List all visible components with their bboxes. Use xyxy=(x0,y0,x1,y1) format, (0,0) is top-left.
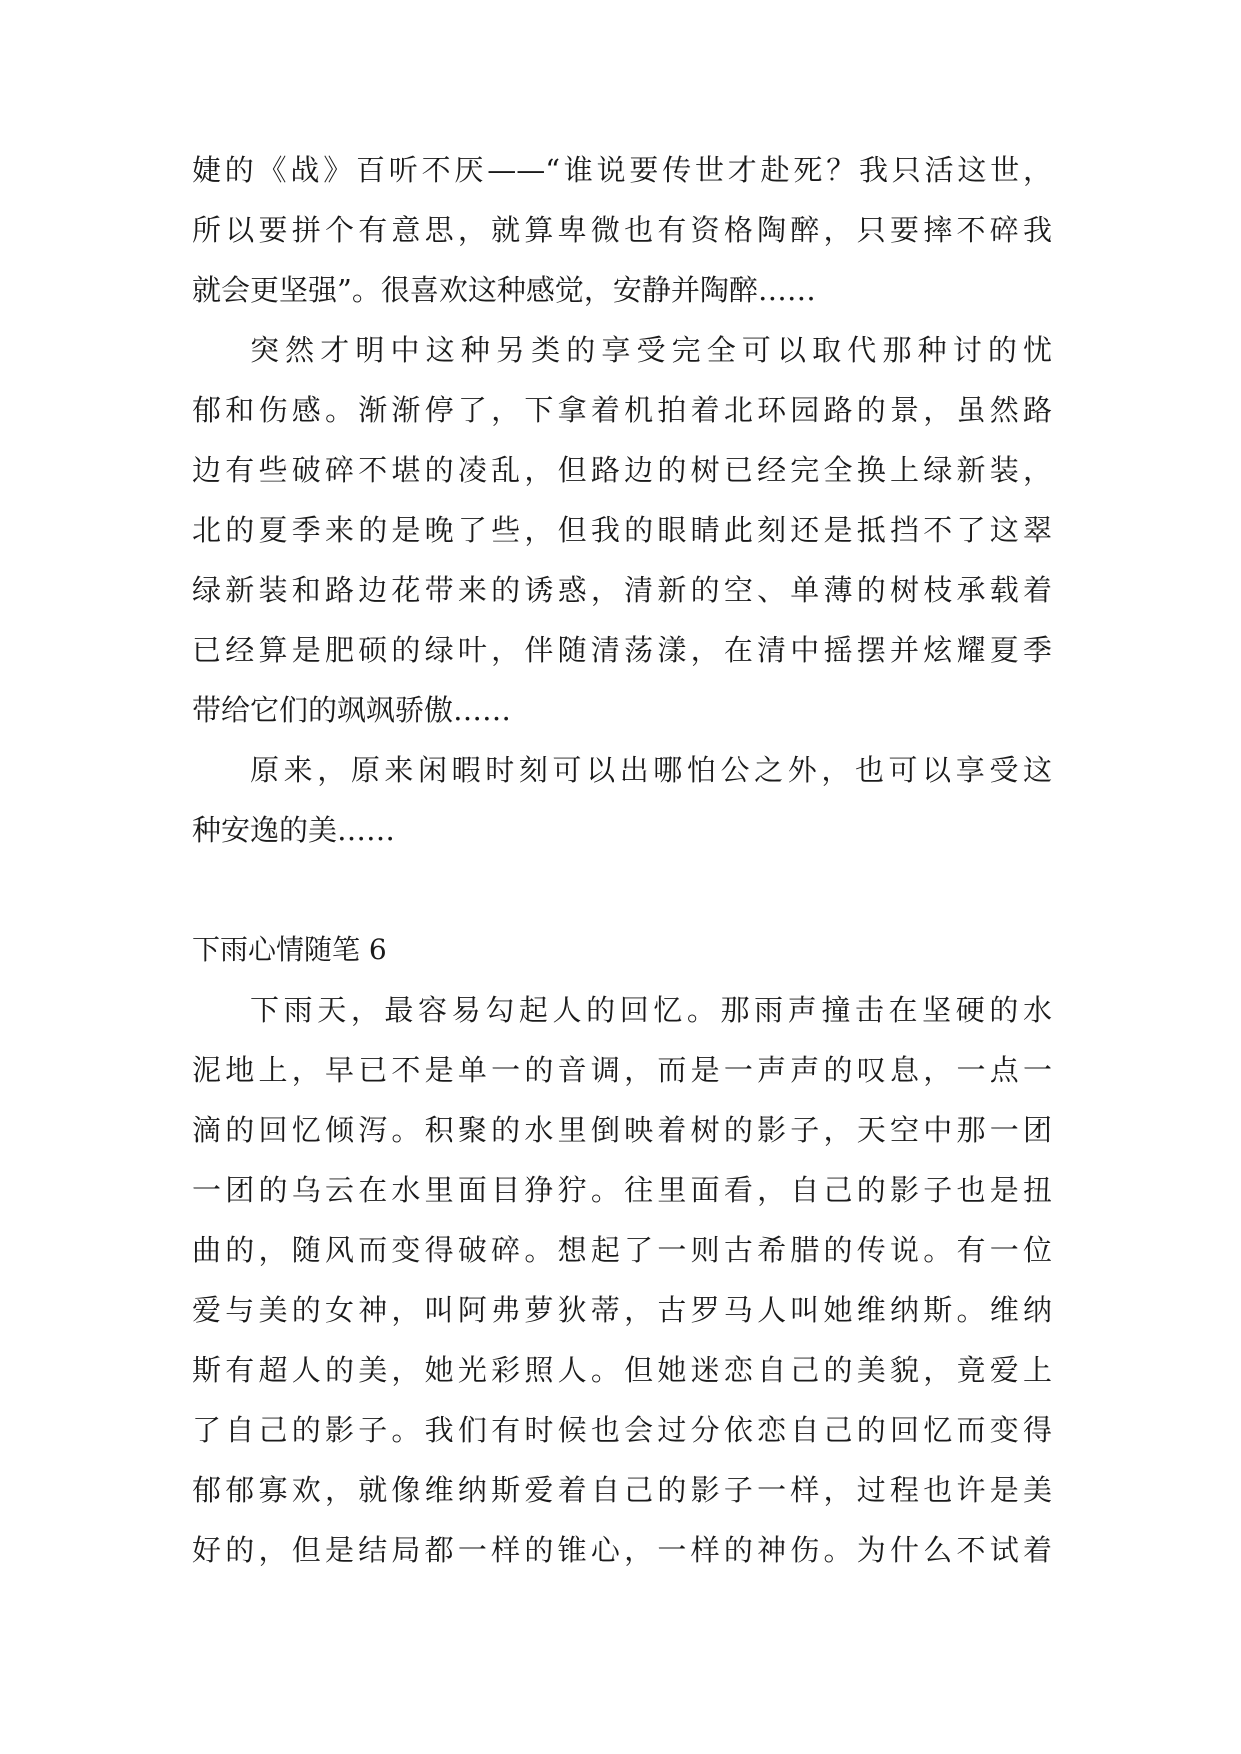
paragraph-line: 了自己的影子。我们有时候也会过分依恋自己的回忆而变得 xyxy=(192,1413,1052,1447)
paragraph-line: 北的夏季来的是晚了些，但我的眼睛此刻还是抵挡不了这翠 xyxy=(192,513,1052,547)
paragraph-line: 带给它们的飒飒骄傲…… xyxy=(192,693,512,727)
paragraph-line: 原来，原来闲暇时刻可以出哪怕公之外，也可以享受这 xyxy=(250,753,1052,787)
paragraph-line: 滴的回忆倾泻。积聚的水里倒映着树的影子，天空中那一团 xyxy=(192,1113,1052,1147)
paragraph-line: 好的，但是结局都一样的锥心，一样的神伤。为什么不试着 xyxy=(192,1533,1052,1567)
paragraph-line: 一团的乌云在水里面目狰狞。往里面看，自己的影子也是扭 xyxy=(192,1173,1052,1207)
paragraph-line: 曲的，随风而变得破碎。想起了一则古希腊的传说。有一位 xyxy=(192,1233,1052,1267)
paragraph-line: 已经算是肥硕的绿叶，伴随清荡漾，在清中摇摆并炫耀夏季 xyxy=(192,633,1052,667)
paragraph-line: 种安逸的美…… xyxy=(192,813,396,847)
paragraph-line: 下雨天，最容易勾起人的回忆。那雨声撞击在坚硬的水 xyxy=(250,993,1052,1027)
paragraph-line: 爱与美的女神，叫阿弗萝狄蒂，古罗马人叫她维纳斯。维纳 xyxy=(192,1293,1052,1327)
paragraph-line: 所以要拼个有意思，就算卑微也有资格陶醉，只要摔不碎我 xyxy=(192,213,1052,247)
paragraph-line: 边有些破碎不堪的凌乱，但路边的树已经完全换上绿新装， xyxy=(192,453,1052,487)
paragraph-line: 绿新装和路边花带来的诱惑，清新的空、单薄的树枝承载着 xyxy=(192,573,1052,607)
paragraph-line: 突然才明中这种另类的享受完全可以取代那种讨的忧 xyxy=(250,333,1052,367)
paragraph-line: 斯有超人的美，她光彩照人。但她迷恋自己的美貌，竟爱上 xyxy=(192,1353,1052,1387)
paragraph-line: 郁和伤感。渐渐停了，下拿着机拍着北环园路的景，虽然路 xyxy=(192,393,1052,427)
paragraph-line: 泥地上，早已不是单一的音调，而是一声声的叹息，一点一 xyxy=(192,1053,1052,1087)
paragraph-line: 就会更坚强”。很喜欢这种感觉，安静并陶醉…… xyxy=(192,273,816,307)
paragraph-line: 婕的《战》百听不厌——“谁说要传世才赴死？我只活这世， xyxy=(192,153,1052,187)
section-heading: 下雨心情随笔 6 xyxy=(192,933,387,966)
paragraph-line: 郁郁寡欢，就像维纳斯爱着自己的影子一样，过程也许是美 xyxy=(192,1473,1052,1507)
